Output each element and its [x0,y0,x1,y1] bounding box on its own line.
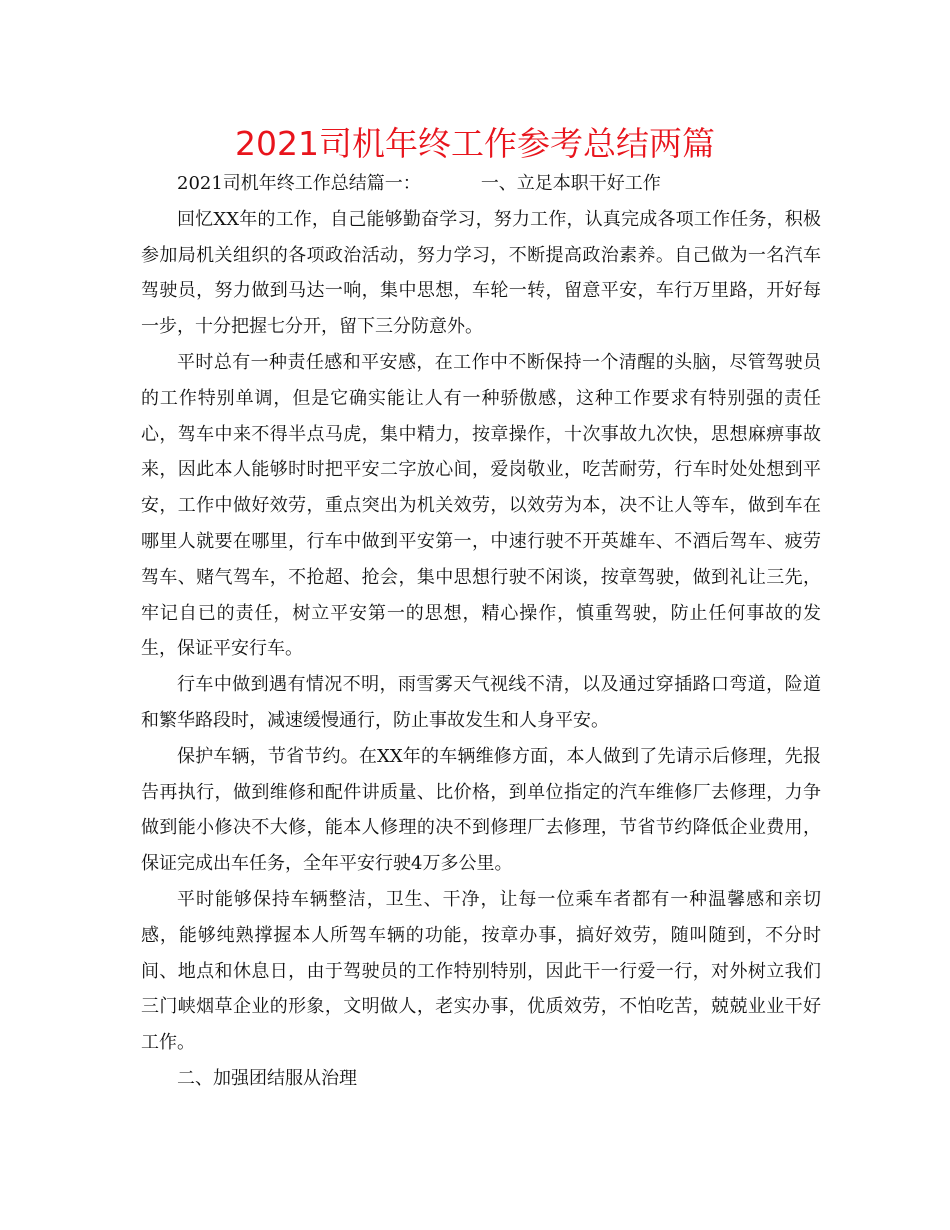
section-heading-2: 二、加强团结服从治理 [177,1067,357,1089]
intro-line [141,166,821,202]
paragraph-5: 平时能够保持车辆整洁，卫生、干净，让每一位乘车者都有一种温馨感和亲切感，能够纯熟撑握本人所驾车辆的功能，按章办事，搞好效劳，随叫随到，不分时间、地点和休息日，由于驾驶员的工作特别特别，因此干一行爱一行，对外树立我们三门峡烟草企业的形象，文明做人，老实办事，优质效劳，不怕吃苦，兢兢业业干好工作。 [141,888,821,1054]
intro-label: 2021司机年终工作总结篇一： [177,173,421,194]
paragraph-1: 回忆XX年的工作，自己能够勤奋学习，努力工作，认真完成各项工作任务，积极参加局机关组织的各项政治活动，努力学习，不断提高政治素养。自己做为一名汽车驾驶员，努力做到马达一响，集中思想，车轮一转，留意平安，车行万里路，开好每一步，十分把握七分开，留下三分防意外。 [141,208,821,338]
paragraph-4: 保护车辆，节省节约。在XX年的车辆维修方面，本人做到了先请示后修理，先报告再执行，做到维修和配件讲质量、比价格，到单位指定的汽车维修厂去修理，力争做到能小修决不大修，能本人修理的决不到修理厂去修理，节省节约降低企业费用，保证完成出车任务，全年平安行驶4万多公里。 [141,745,821,875]
document-body [141,166,821,1097]
paragraph-3: 行车中做到遇有情况不明，雨雪雾天气视线不清，以及通过穿插路口弯道，险道和繁华路段时，减速缓慢通行，防止事故发生和人身平安。 [141,674,821,731]
section-heading-1: 一、立足本职干好工作 [480,173,661,194]
document-title: 2021司机年终工作参考总结两篇 [235,124,715,163]
paragraph-2: 平时总有一种责任感和平安感，在工作中不断保持一个清醒的头脑，尽管驾驶员的工作特别单调，但是它确实能让人有一种骄傲感，这种工作要求有特别强的责任心，驾车中来不得半点马虎，集中精力，按章操作，十次事故九次快，思想麻痹事故来，因此本人能够时时把平安二字放心间，爱岗敬业，吃苦耐劳，行车时处处想到平安，工作中做好效劳，重点突出为机关效劳，以效劳为本，决不让人等车，做到车在哪里人就要在哪里，行车中做到平安第一，中速行驶不开英雄车、不酒后驾车、疲劳驾车、赌气驾车，不抢超、抢会，集中思想行驶不闲谈，按章驾驶，做到礼让三先，牢记自已的责任，树立平安第一的思想，精心操作，慎重驾驶，防止任何事故的发生，保证平安行车。 [141,351,821,660]
